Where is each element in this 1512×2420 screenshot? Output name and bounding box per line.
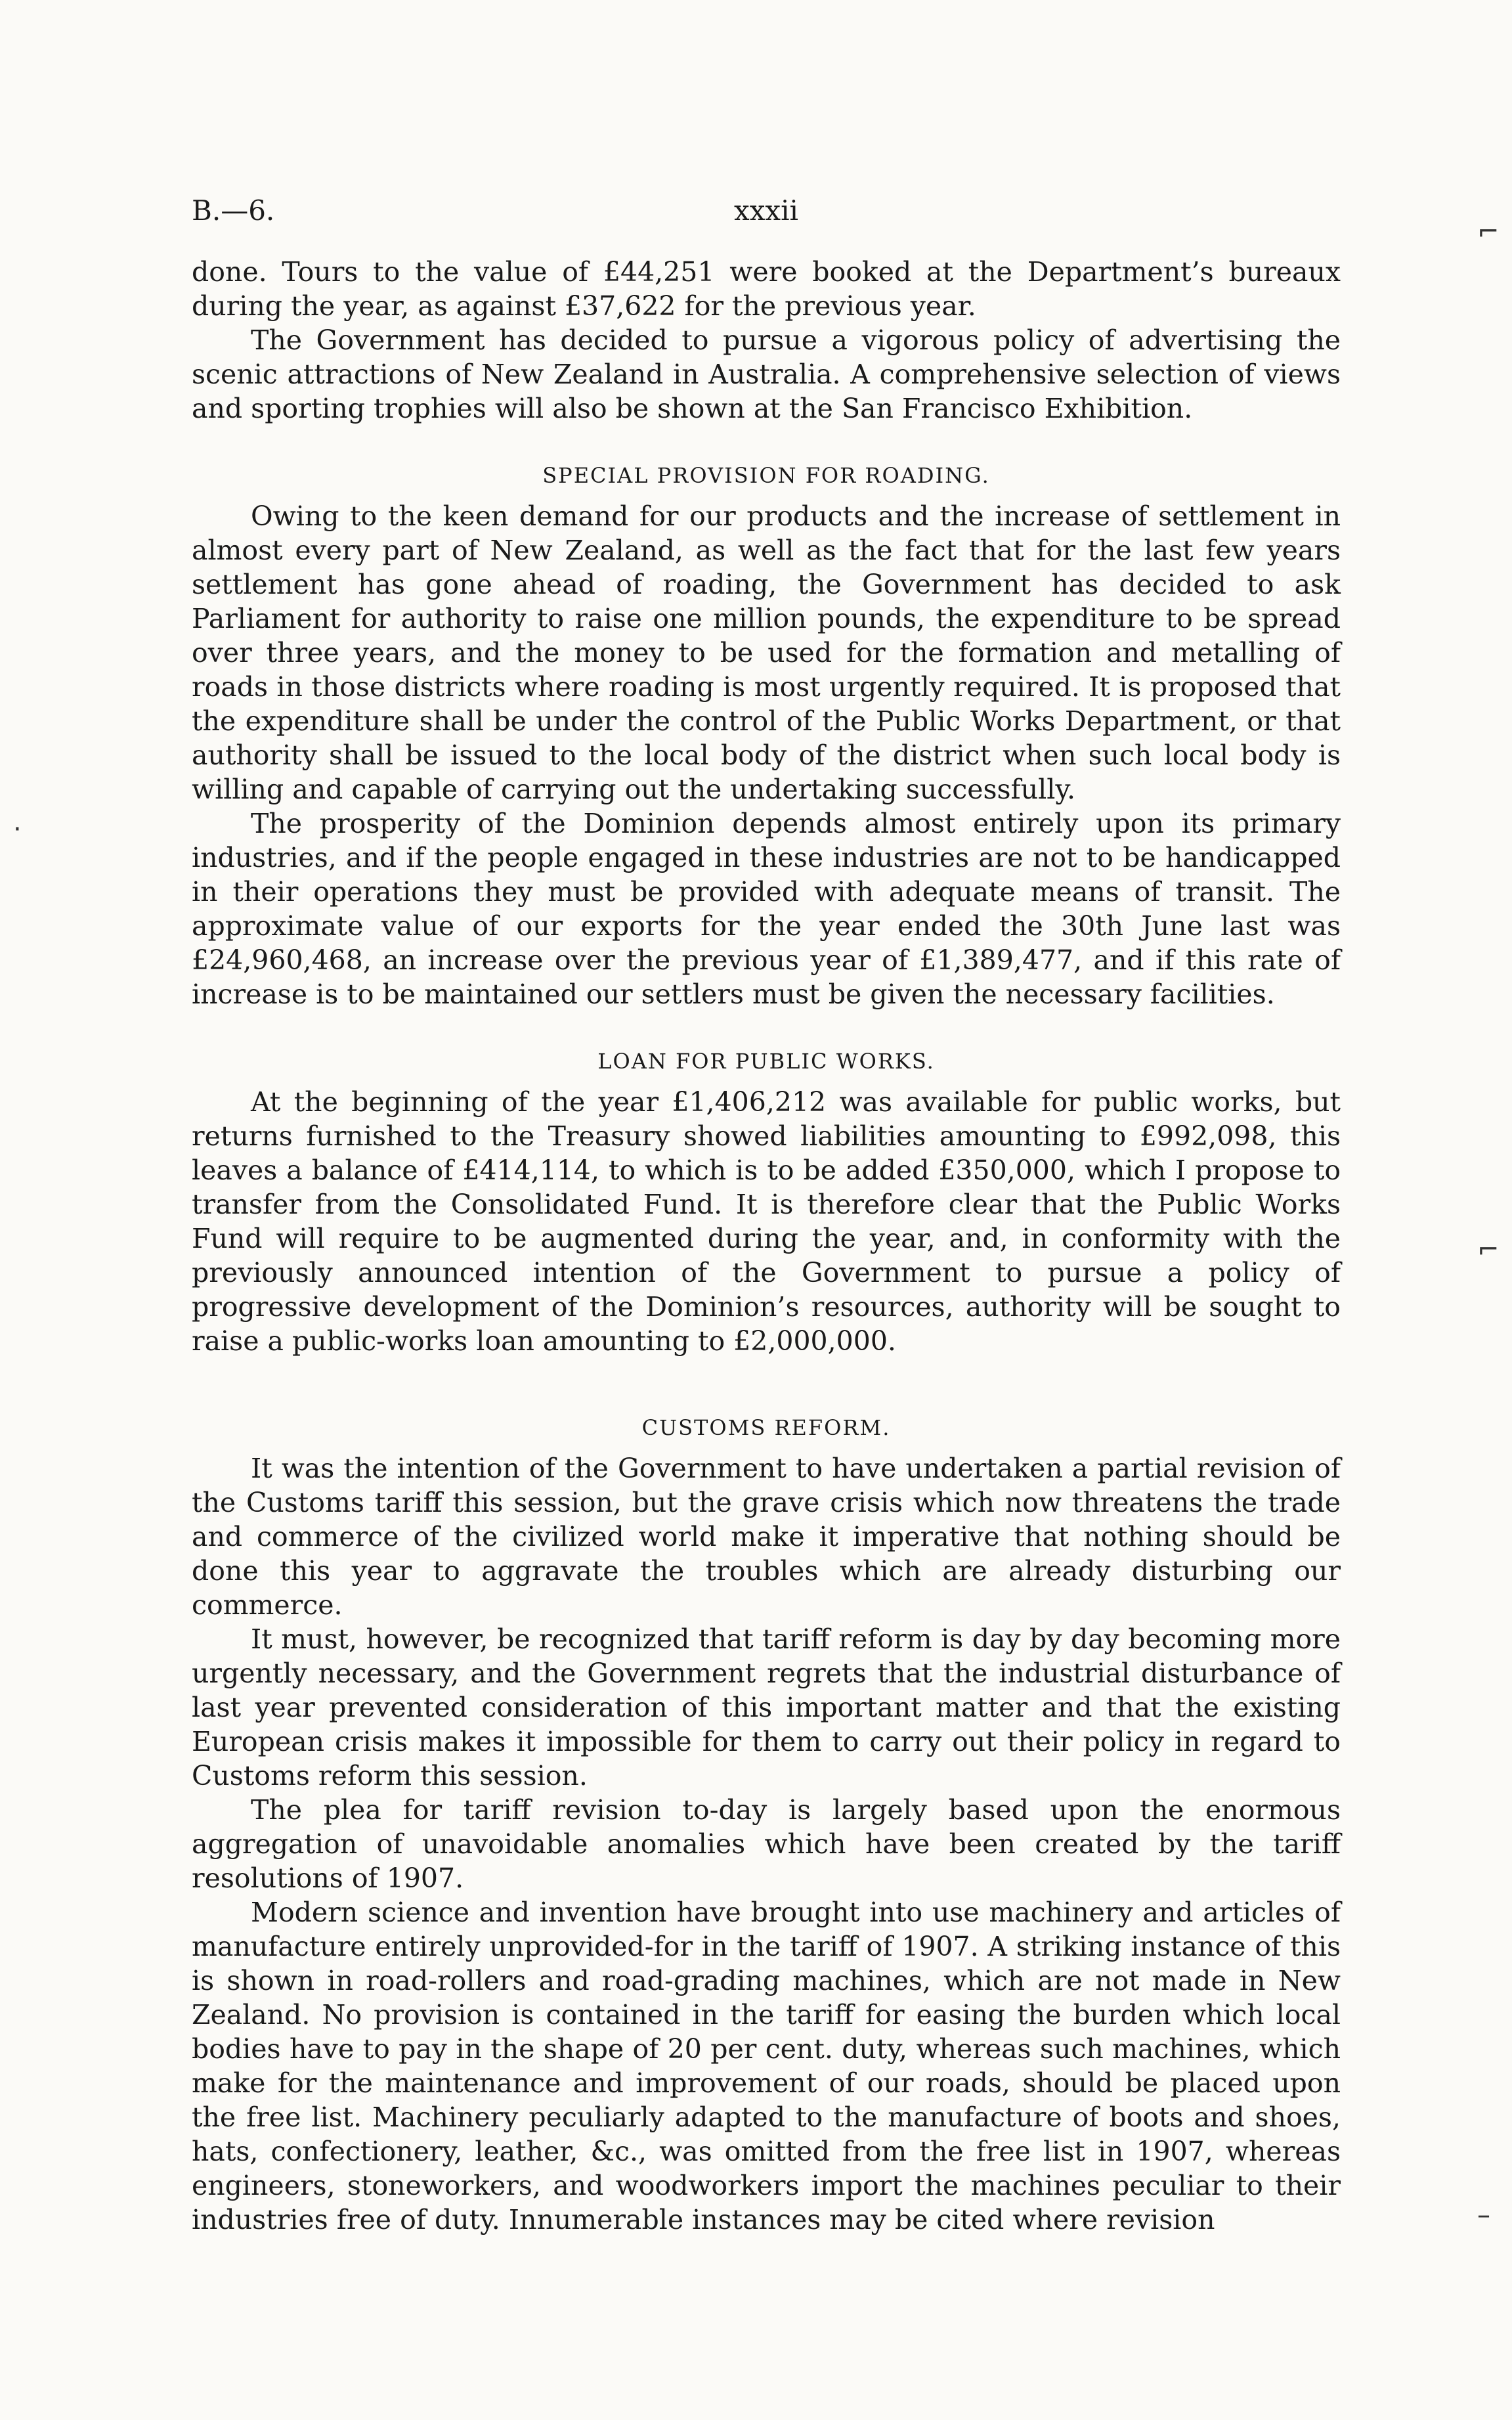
paragraph-primary-industries: The prosperity of the Dominion depends almost entirely upon its primary industries, and if the people engaged in these industries are not to be handicapped in their operations they must be provided with adequate means of transit. The approximate value of our exports for the year ended the 30th June last was £24,960,468, an increase over the previous year of £1,389,477, and if this rate of increase is to be maintained our settlers must be given the necessary facilities. [192,808,1341,1010]
margin-mark-bottom-right: – [1477,2200,1490,2230]
heading-customs-reform: CUSTOMS REFORM. [641,1415,891,1440]
heading-special-provision-roading: SPECIAL PROVISION FOR ROADING. [542,463,990,488]
paragraph-tourist-bookings: done. Tours to the value of £44,251 were booked at the Department’s bureaux during the year, as against £37,622 for the previous year. [192,256,1341,322]
page-body [192,255,1341,2237]
page-number: xxxii [734,194,798,227]
page-header [192,194,1341,234]
paragraph-tariff-anomalies: The plea for tariff revision to-day is largely based upon the enormous aggregation of unavoidable anomalies which have been created by the tariff resolutions of 1907. [192,1794,1341,1894]
paragraph-advertising: The Government has decided to pursue a vigorous policy of advertising the scenic attractions of New Zealand in Australia. A comprehensive selection of views and sporting trophies will also be shown at the San Francisco Exhibition. [192,324,1341,424]
paragraph-machinery-duty: Modern science and invention have brought into use machinery and articles of manufacture entirely unprovided-for in the tariff of 1907. A striking instance of this is shown in road-rollers and road-grading machines, which are not made in New Zealand. No provision is contained in the tariff for easing the burden which local bodies have to pay in the shape of 20 per cent. duty, whereas such machines, which make for the maintenance and improvement of our roads, should be placed upon the free list. Machinery peculiarly adapted to the manufacture of boots and shoes, hats, confectionery, leather, &c., was omitted from the free list in 1907, whereas engineers, stoneworkers, and woodworkers import the machines peculiar to their industries free of duty. Innumerable instances may be cited where revision [192,1897,1341,2235]
margin-mark-mid-right: ⌐ [1477,1235,1500,1265]
paragraph-tariff-reform: It must, however, be recognized that tariff reform is day by day becoming more urgently necessary, and the Government regrets that the industrial disturbance of last year prevented consideration of this important matter and that the existing European crisis makes it impossible for them to carry out their policy in regard to Customs reform this session. [192,1623,1341,1792]
paragraph-customs-revision: It was the intention of the Government to have undertaken a partial revision of the Customs tariff this session, but the grave crisis which now threatens the trade and commerce of the civilized world make it imperative that nothing should be done this year to aggravate the troubles which are already disturbing our commerce. [192,1453,1341,1621]
document-reference: B.—6. [192,194,275,227]
margin-mark-left: · [13,814,22,845]
heading-loan-public-works: LOAN FOR PUBLIC WORKS. [597,1049,935,1074]
paragraph-public-works-fund: At the beginning of the year £1,406,212 was available for public works, but returns furnished to the Treasury showed liabilities amounting to £992,098, this leaves a balance of £414,114, to which is to be added £350,000, which I propose to transfer from the Consolidated Fund. It is therefore clear that the Public Works Fund will require to be augmented during the year, and, in conformity with the previously announced intention of the Government to pursue a policy of progressive development of the Dominion’s resources, authority will be sought to raise a public-works loan amounting to £2,000,000. [192,1086,1341,1357]
margin-mark-top-right: ⌐ [1477,217,1500,247]
paragraph-roading-loan: Owing to the keen demand for our products and the increase of settlement in almost every part of New Zealand, as well as the fact that for the last few years settlement has gone ahead of roading, the Government has decided to ask Parliament for authority to raise one million pounds, the expenditure to be spread over three years, and the money to be used for the formation and metalling of roads in those districts where roading is most urgently required. It is proposed that the expenditure shall be under the control of the Public Works Department, or that authority shall be issued to the local body of the district when such local body is willing and capable of carrying out the undertaking successfully. [192,500,1341,805]
